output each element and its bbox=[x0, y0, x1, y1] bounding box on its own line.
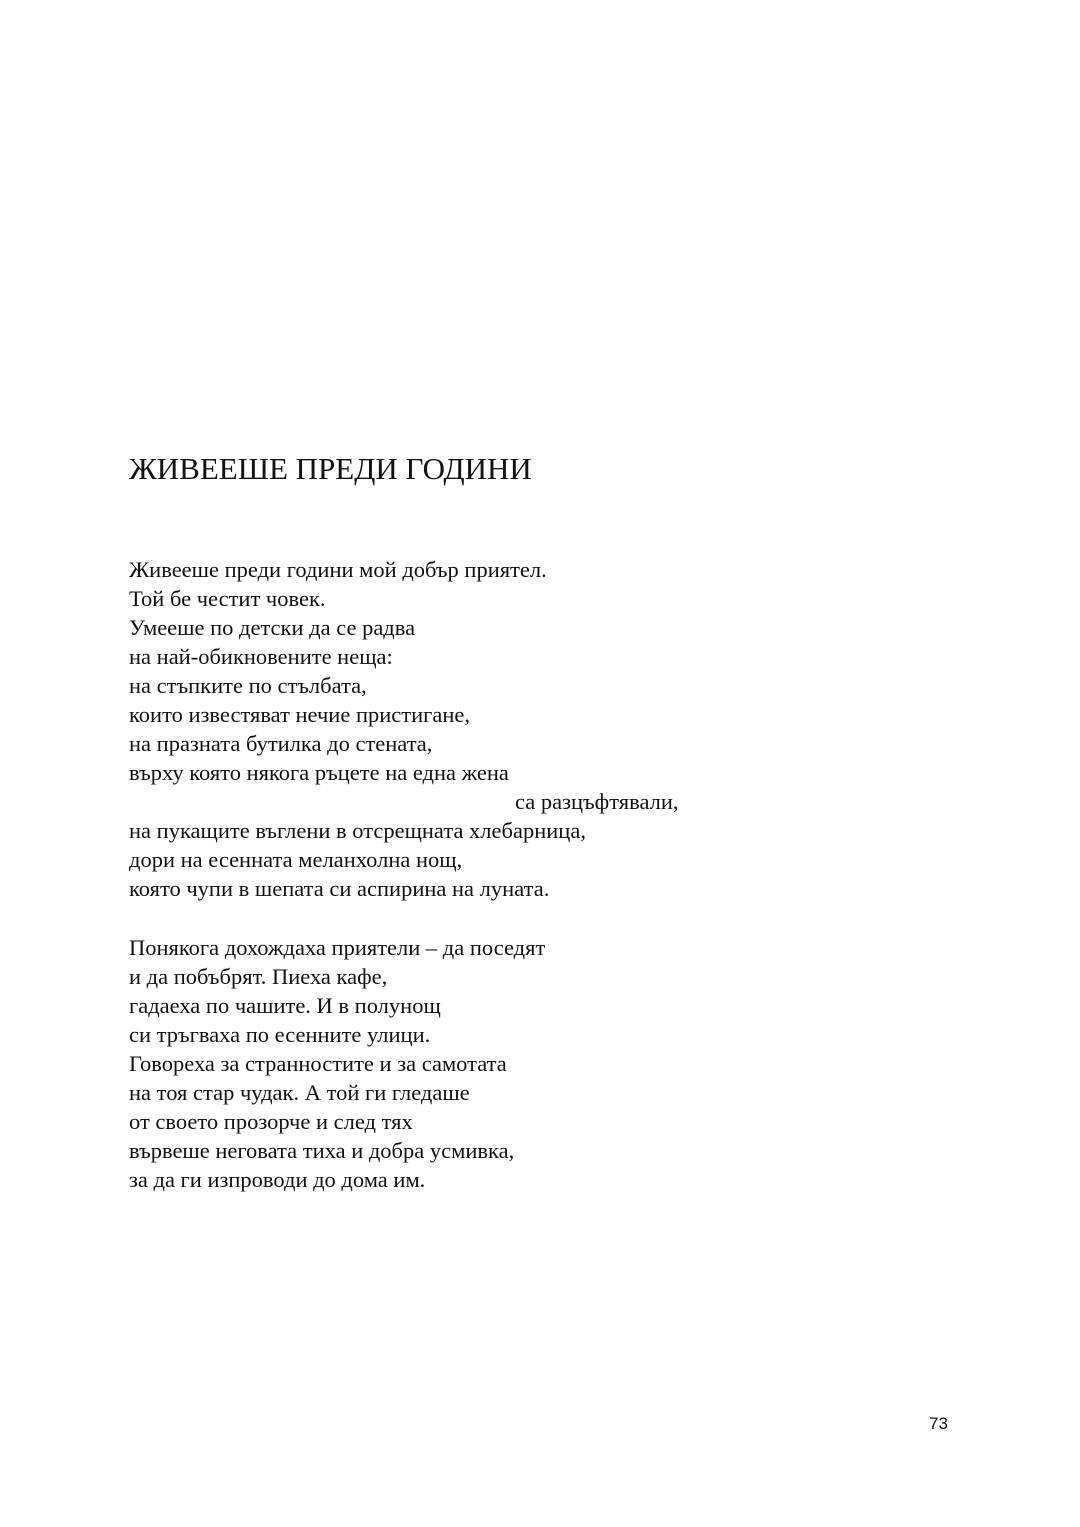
poem-line: която чупи в шепата си аспирина на луната. bbox=[129, 876, 550, 901]
poem-line: върху която някога ръцете на една жена bbox=[129, 760, 509, 785]
stanza-2 bbox=[129, 933, 545, 1194]
page-number: 73 bbox=[929, 1414, 948, 1433]
poem-line: Говореха за странностите и за самотата bbox=[129, 1051, 507, 1076]
poem-line: които известяват нечие пристигане, bbox=[129, 702, 471, 727]
poem-line: и да побъбрят. Пиеха кафе, bbox=[129, 964, 388, 989]
poem-line: на тоя стар чудак. А той ги гледаше bbox=[129, 1080, 470, 1105]
poem-line: от своето прозорче и след тях bbox=[129, 1109, 413, 1134]
poem-title: ЖИВЕЕШЕ ПРЕДИ ГОДИНИ bbox=[129, 451, 532, 486]
poem-line: дори на есенната меланхолна нощ, bbox=[129, 847, 463, 872]
poem-line: на стъпките по стълбата, bbox=[129, 673, 367, 698]
poem-line: Понякога дохождаха приятели – да поседят bbox=[129, 935, 546, 960]
stanza-1 bbox=[129, 555, 679, 903]
poem-line: вървеше неговата тиха и добра усмивка, bbox=[129, 1138, 515, 1163]
poem-line: за да ги изпроводи до дома им. bbox=[129, 1167, 426, 1192]
poem-line: Живееше преди години мой добър приятел. bbox=[129, 557, 547, 582]
poem-line: гадаеха по чашите. И в полунощ bbox=[129, 993, 441, 1018]
poem-line: си тръгваха по есенните улици. bbox=[129, 1022, 431, 1047]
poem-line: на пукащите въглени в отсрещната хлебарница, bbox=[129, 818, 586, 843]
poem-line: Умееше по детски да се радва bbox=[129, 615, 416, 640]
poem-line: на празната бутилка до стената, bbox=[129, 731, 433, 756]
poem-line: на най-обикновените неща: bbox=[129, 644, 393, 669]
poem-line: Той бе честит човек. bbox=[129, 586, 326, 611]
poem-line-indented: са разцъфтявали, bbox=[515, 789, 679, 814]
